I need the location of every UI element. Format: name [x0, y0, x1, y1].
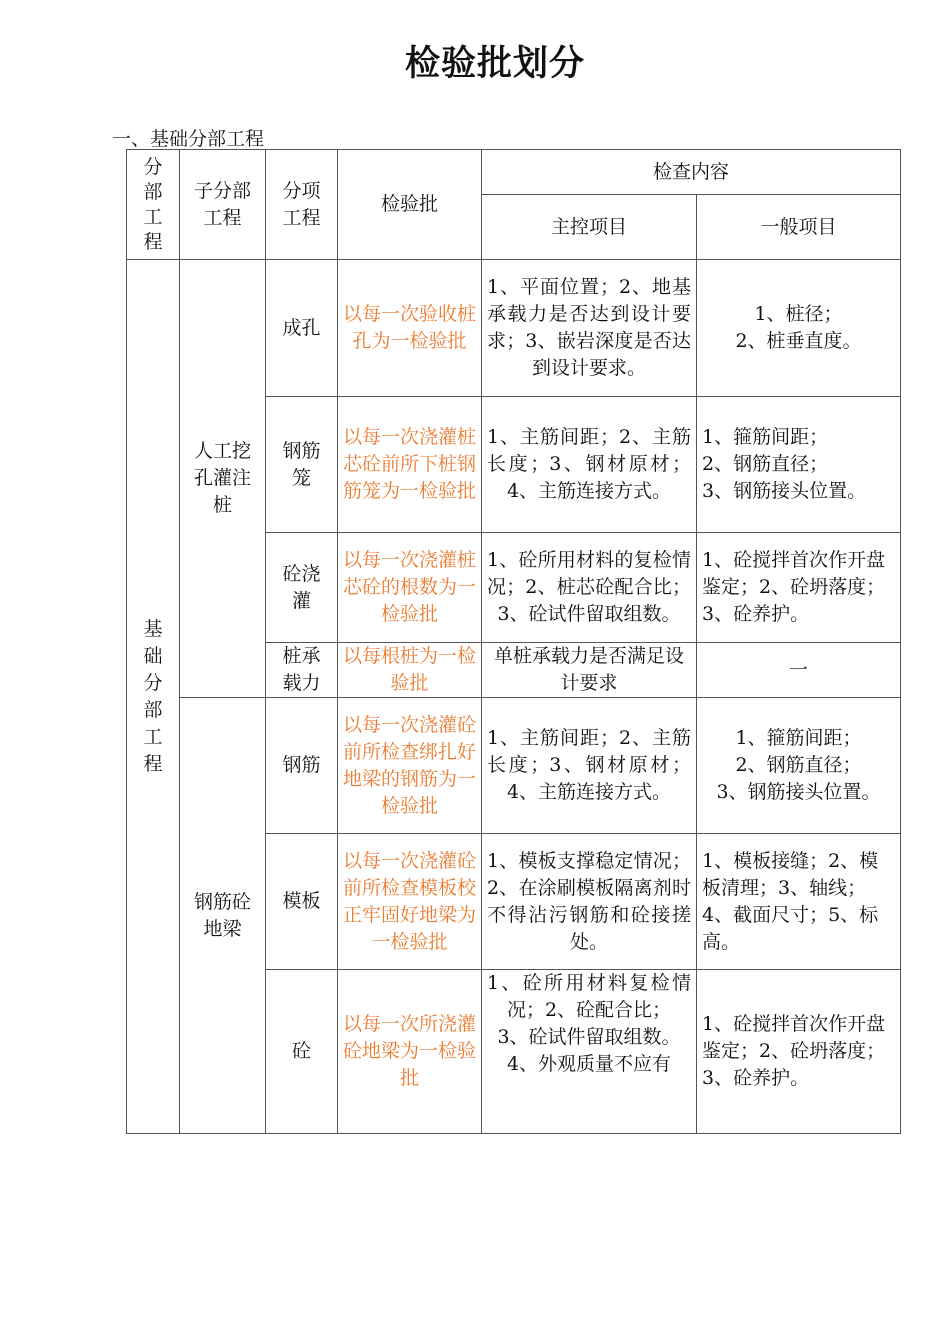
batch-cell: 以每根桩为一检验批: [338, 643, 482, 698]
subdivision-cell: 人工挖孔灌注桩: [180, 260, 266, 698]
main-items-cell: 1、主筋间距；2、主筋长度；3、钢材原材；4、主筋连接方式。: [482, 698, 697, 834]
general-items-cell: 1、箍筋间距； 2、钢筋直径； 3、钢筋接头位置。: [697, 698, 901, 834]
page-title: 检验批划分: [404, 44, 585, 84]
division-cell: 基础分部工程: [127, 260, 180, 1134]
header-division: 分部工程: [127, 150, 180, 260]
subitem-cell: 钢筋: [266, 698, 338, 834]
main-items-cell: 1、砼所用材料的复检情况；2、桩芯砼配合比；3、砼试件留取组数。: [482, 533, 697, 643]
batch-cell: 以每一次浇灌砼前所检查绑扎好地梁的钢筋为一检验批: [338, 698, 482, 834]
header-main-items: 主控项目: [482, 195, 697, 260]
header-subitem: 分项工程: [266, 150, 338, 260]
batch-cell: 以每一次所浇灌砼地梁为一检验批: [338, 970, 482, 1134]
general-items-cell: 1、模板接缝；2、模板清理；3、轴线；4、截面尺寸；5、标高。: [697, 834, 901, 970]
main-items-cell: 1、模板支撑稳定情况；2、在涂刷模板隔离剂时不得沾污钢筋和砼接搓处。: [482, 834, 697, 970]
general-items-cell: 一: [697, 643, 901, 698]
batch-cell: 以每一次浇灌砼前所检查模板校正牢固好地梁为一检验批: [338, 834, 482, 970]
subitem-cell: 模板: [266, 834, 338, 970]
header-batch: 检验批: [338, 150, 482, 260]
general-items-cell: 1、砼搅拌首次作开盘鉴定；2、砼坍落度；3、砼养护。: [697, 970, 901, 1134]
batch-cell: 以每一次浇灌桩芯砼前所下桩钢筋笼为一检验批: [338, 397, 482, 533]
subdivision-cell: 钢筋砼地梁: [180, 698, 266, 1134]
header-check-content: 检查内容: [482, 150, 901, 195]
general-items-cell: 1、箍筋间距； 2、钢筋直径； 3、钢筋接头位置。: [697, 397, 901, 533]
header-subdivision: 子分部工程: [180, 150, 266, 260]
inspection-batch-table: [126, 149, 901, 1134]
main-items-cell: 1、平面位置；2、地基承载力是否达到设计要求；3、嵌岩深度是否达到设计要求。: [482, 260, 697, 397]
subitem-cell: 钢筋笼: [266, 397, 338, 533]
subitem-cell: 砼: [266, 970, 338, 1134]
main-items-cell: 1、主筋间距；2、主筋长度；3、钢材原材；4、主筋连接方式。: [482, 397, 697, 533]
subitem-cell: 桩承载力: [266, 643, 338, 698]
batch-cell: 以每一次验收桩孔为一检验批: [338, 260, 482, 397]
general-items-cell: 1、桩径； 2、桩垂直度。: [697, 260, 901, 397]
main-items-cell: 单桩承载力是否满足设计要求: [482, 643, 697, 698]
subitem-cell: 成孔: [266, 260, 338, 397]
general-items-cell: 1、砼搅拌首次作开盘鉴定；2、砼坍落度；3、砼养护。: [697, 533, 901, 643]
section-heading: 一、基础分部工程: [112, 128, 265, 150]
main-items-cell: 1、砼所用材料复检情况；2、砼配合比； 3、砼试件留取组数。 4、外观质量不应有: [482, 970, 697, 1134]
header-general-items: 一般项目: [697, 195, 901, 260]
subitem-cell: 砼浇灌: [266, 533, 338, 643]
batch-cell: 以每一次浇灌桩芯砼的根数为一检验批: [338, 533, 482, 643]
